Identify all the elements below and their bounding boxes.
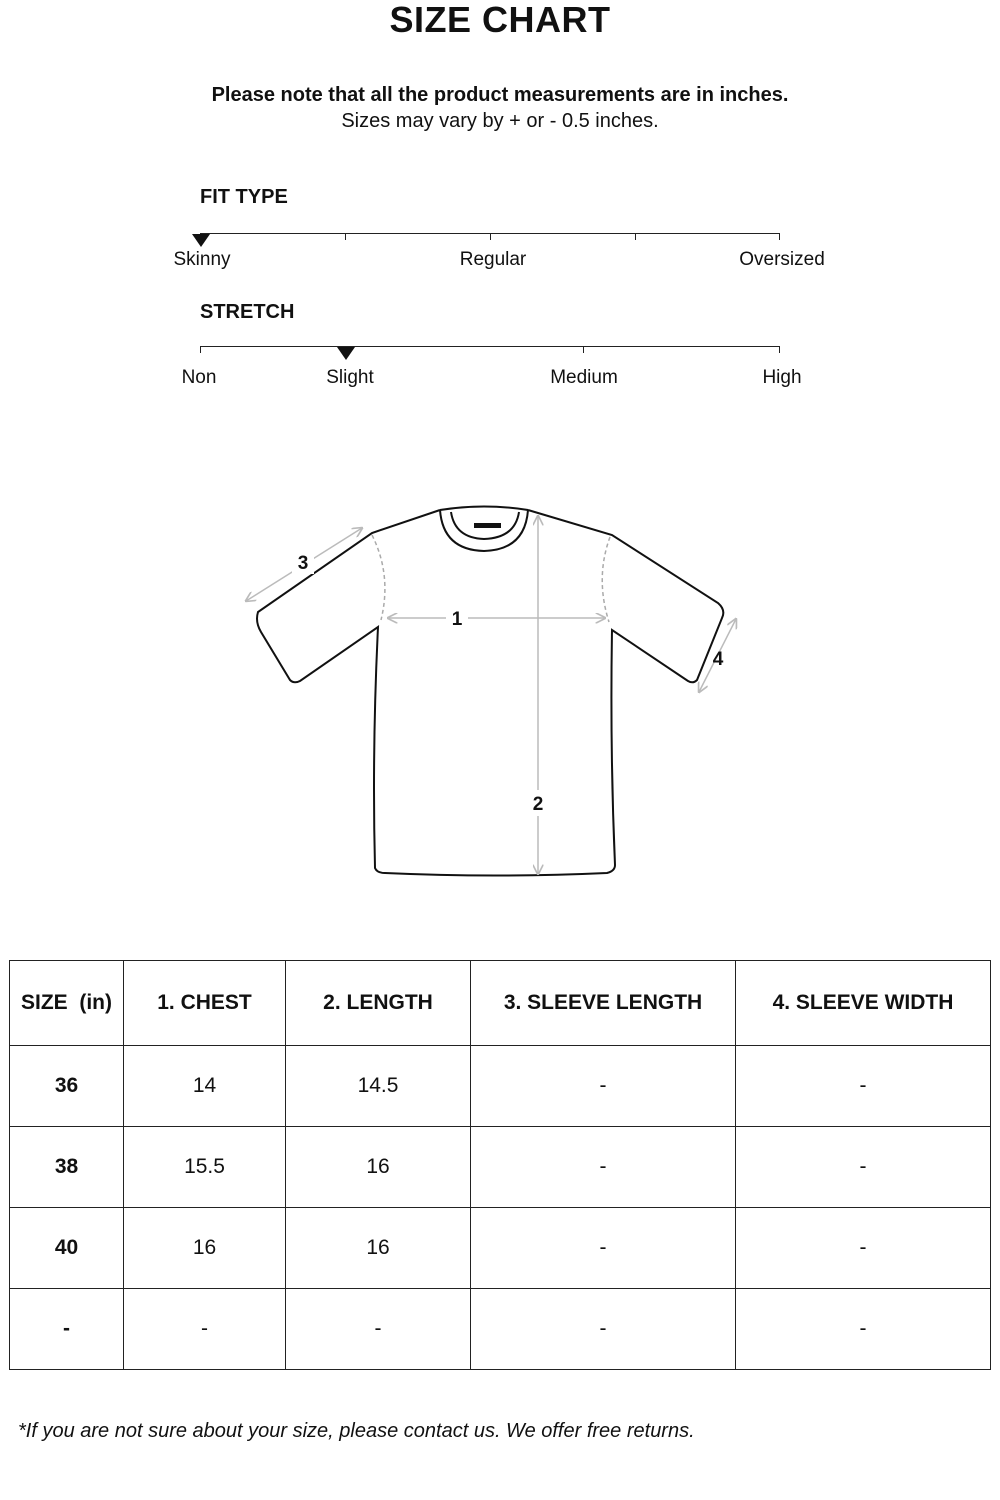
size-cell: -: [10, 1289, 124, 1370]
stretch-label-non: Non: [181, 367, 217, 388]
stretch-tick: [779, 346, 780, 353]
footer-note: *If you are not sure about your size, please contact us. We offer free returns.: [18, 1420, 695, 1442]
fit-type-label-skinny: Skinny: [173, 249, 231, 270]
header-size: SIZE (in): [10, 961, 124, 1046]
diagram-label-3: 3: [297, 553, 309, 574]
sleeve-width-cell: -: [736, 1289, 991, 1370]
sleeve-width-cell: -: [736, 1127, 991, 1208]
sleeve-length-cell: -: [471, 1208, 736, 1289]
page-title: SIZE CHART: [389, 0, 611, 40]
sleeve-length-cell: -: [471, 1046, 736, 1127]
tshirt-outline: [257, 510, 723, 876]
chest-cell: 14: [124, 1046, 286, 1127]
variance-note: Sizes may vary by + or - 0.5 inches.: [341, 110, 659, 132]
table-header-row: [10, 961, 991, 1046]
sleeve-length-cell: -: [471, 1127, 736, 1208]
diagram-label-4: 4: [712, 649, 724, 670]
length-cell: 16: [286, 1127, 471, 1208]
header-length: 2. LENGTH: [286, 961, 471, 1046]
fit-type-tick: [490, 233, 491, 240]
stretch-title: STRETCH: [200, 301, 295, 323]
fit-type-tick: [779, 233, 780, 240]
length-cell: -: [286, 1289, 471, 1370]
fit-type-marker: [192, 234, 210, 247]
table-row: [10, 1046, 991, 1127]
stretch-marker: [337, 347, 355, 360]
measurement-note: Please note that all the product measurements are in inches.: [211, 84, 789, 106]
tshirt-diagram: [0, 490, 1000, 890]
chest-cell: 16: [124, 1208, 286, 1289]
size-table: [9, 960, 991, 1370]
tshirt-collar-top: [440, 507, 528, 511]
table-row: [10, 1127, 991, 1208]
size-cell: 36: [10, 1046, 124, 1127]
header-sleeve-length: 3. SLEEVE LENGTH: [471, 961, 736, 1046]
fit-type-label-regular: Regular: [459, 249, 527, 270]
size-cell: 38: [10, 1127, 124, 1208]
chest-cell: -: [124, 1289, 286, 1370]
length-cell: 14.5: [286, 1046, 471, 1127]
sleeve-width-cell: -: [736, 1046, 991, 1127]
sleeve-width-cell: -: [736, 1208, 991, 1289]
fit-type-title: FIT TYPE: [200, 186, 288, 208]
armhole-seam-left: [372, 535, 385, 620]
header-sleeve-width: 4. SLEEVE WIDTH: [736, 961, 991, 1046]
table-row: [10, 1208, 991, 1289]
stretch-label-slight: Slight: [326, 367, 374, 388]
tshirt-collar-outer: [440, 510, 528, 551]
stretch-tick: [583, 346, 584, 353]
stretch-line: [200, 346, 780, 347]
stretch-tick: [200, 346, 201, 353]
diagram-label-1: 1: [451, 609, 463, 630]
fit-type-tick: [345, 233, 346, 240]
stretch-label-high: High: [762, 367, 802, 388]
stretch-label-medium: Medium: [550, 367, 618, 388]
table-row: [10, 1289, 991, 1370]
header-chest: 1. CHEST: [124, 961, 286, 1046]
size-cell: 40: [10, 1208, 124, 1289]
fit-type-label-oversized: Oversized: [739, 249, 825, 270]
tshirt-label: [474, 523, 501, 528]
length-cell: 16: [286, 1208, 471, 1289]
fit-type-tick: [635, 233, 636, 240]
armhole-seam-right: [602, 537, 610, 622]
sleeve-length-cell: -: [471, 1289, 736, 1370]
chest-cell: 15.5: [124, 1127, 286, 1208]
diagram-label-2: 2: [532, 794, 544, 815]
